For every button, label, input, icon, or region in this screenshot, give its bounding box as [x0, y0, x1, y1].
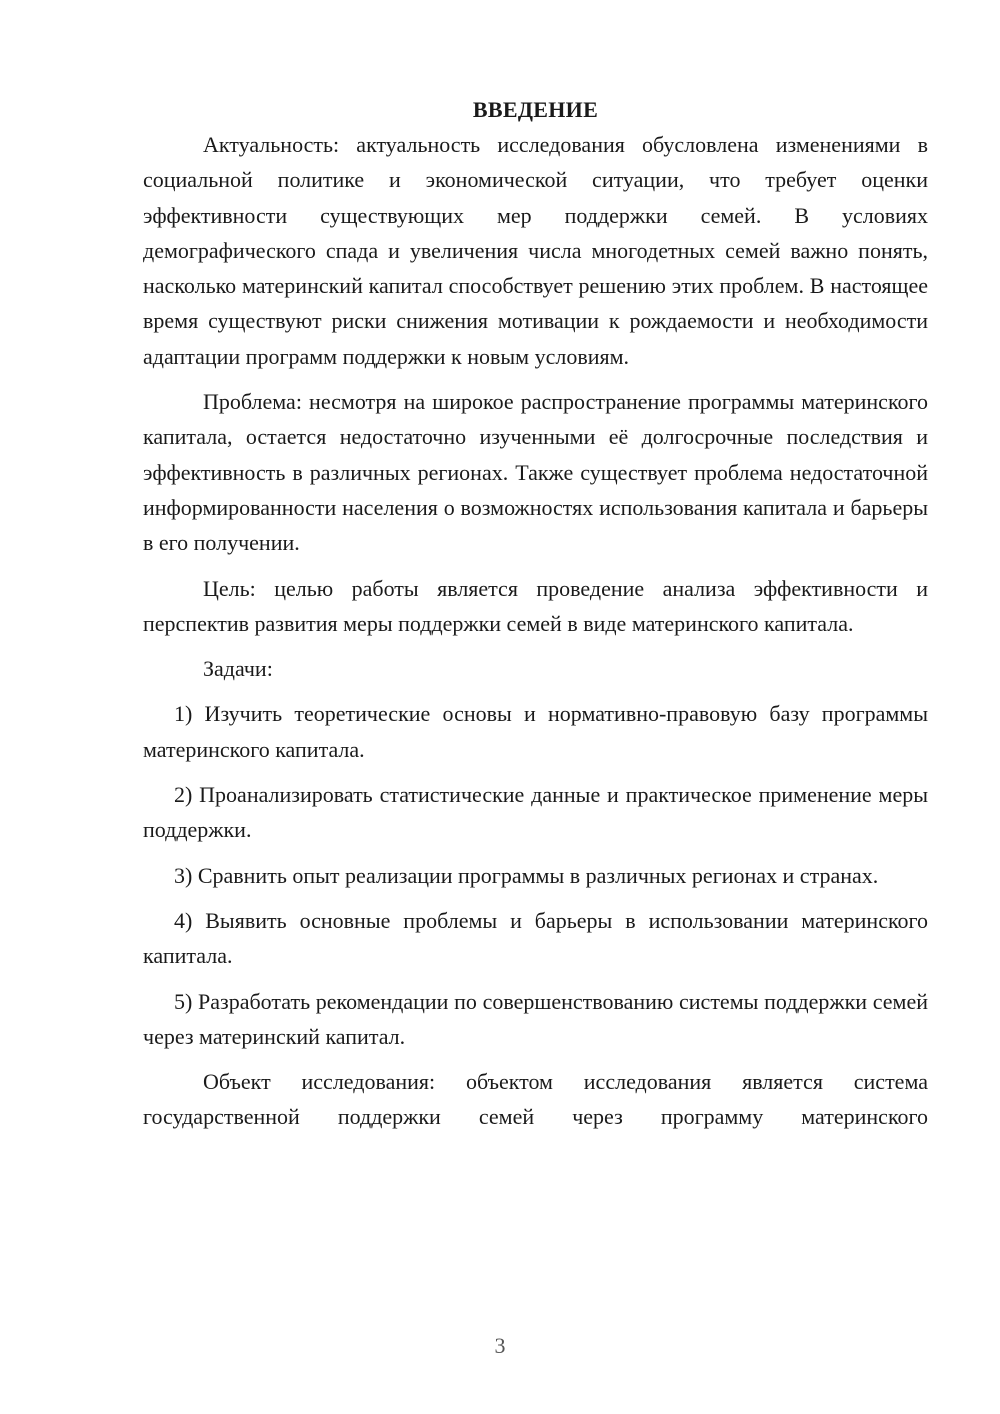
page-number: 3: [494, 1333, 506, 1358]
task-item-5: 5) Разработать рекомендации по совершенствованию системы поддержки семей через материнский капитал.: [143, 988, 928, 1049]
paragraph-object: Объект исследования: объектом исследования является система государственной поддержки семей через программу материнского: [143, 1069, 928, 1130]
task-item-4: 4) Выявить основные проблемы и барьеры в использовании материнского капитала.: [143, 907, 928, 969]
tasks-heading: Задачи:: [203, 656, 273, 682]
document-page: [143, 92, 928, 1145]
paragraph-goal: Цель: целью работы является проведение анализа эффективности и перспектив развития меры поддержки семей в виде материнского капитала.: [143, 575, 928, 636]
paragraph-problem: Проблема: несмотря на широкое распространение программы материнского капитала, остается недостаточно изученными её долгосрочные последствия и эффективность в различных регионах. Также существует проблема недостаточной информированности населения о возможностях использования капитала и барьеры в его получении.: [143, 389, 928, 556]
task-item-2: 2) Проанализировать статистические данные и практическое применение меры поддержки.: [143, 782, 928, 843]
page-title: ВВЕДЕНИЕ: [472, 97, 599, 122]
task-item-3: 3) Сравнить опыт реализации программы в различных регионах и странах.: [174, 862, 879, 888]
task-item-1: 1) Изучить теоретические основы и нормативно-правовую базу программы материнского капитала.: [143, 701, 928, 762]
paragraph-relevance: Актуальность: актуальность исследования обусловлена изменениями в социальной политике и экономической ситуации, что требует оценки эффективности существующих мер поддержки семей. В условиях демографического спада и увеличения числа многодетных семей важно понять, насколько материнский капитал способствует решению этих проблем. В настоящее время существуют риски снижения мотивации к рождаемости и необходимости адаптации программ поддержки к новым условиям.: [143, 132, 928, 369]
